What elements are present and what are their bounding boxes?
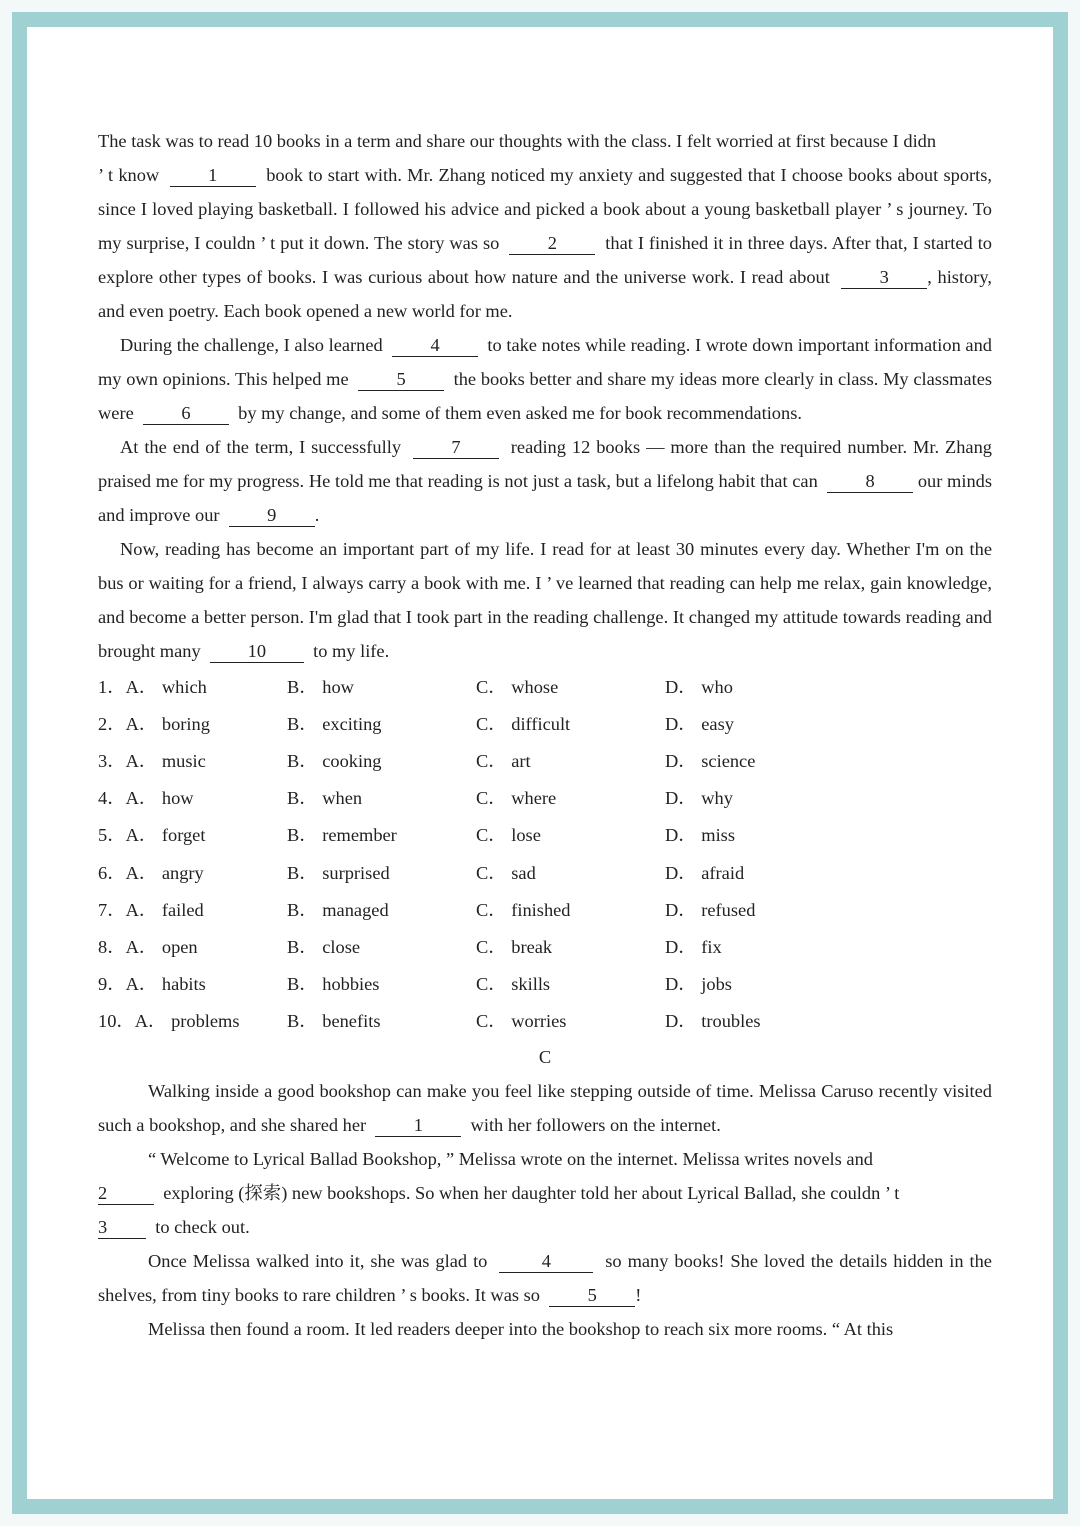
option-a: 10．A． problems: [98, 1011, 240, 1032]
blank-1: 1: [170, 164, 256, 187]
option-b: B． when: [287, 788, 363, 809]
blank-4: 4: [499, 1250, 593, 1273]
blank-2: 2: [509, 232, 595, 255]
option-row: [98, 705, 992, 742]
blank-3: 3: [98, 1216, 146, 1239]
passage-c-paragraph-3: [98, 1244, 992, 1312]
blank-2: 2: [98, 1182, 154, 1205]
passage-b-paragraph-3: [98, 430, 992, 532]
blank-8: 8: [827, 470, 913, 493]
text: Walking inside a good bookshop can make you feel like stepping outside of time. Melissa Caruso recently visited such a bookshop, and she shared her: [98, 1080, 992, 1135]
option-row: [98, 817, 992, 854]
option-row: [98, 668, 992, 705]
option-a: 7．A． failed: [98, 899, 204, 920]
option-b: B． surprised: [287, 862, 390, 883]
text: , history, and even poetry. Each book opened a new world for me.: [98, 267, 992, 321]
option-b: B． managed: [287, 899, 389, 920]
option-a: 3．A． music: [98, 750, 206, 771]
blank-5: 5: [549, 1284, 635, 1307]
text: During the challenge, I also learned: [120, 335, 383, 355]
text: Melissa then found a room. It led readers deeper into the bookshop to reach six more rooms. “ At this: [148, 1318, 894, 1339]
blank-5: 5: [358, 368, 444, 391]
blank-7: 7: [413, 436, 499, 459]
text: .: [314, 505, 320, 525]
blank-4: 4: [392, 334, 478, 357]
text: to my life.: [313, 641, 390, 661]
option-d: D． who: [665, 676, 733, 697]
option-row: [98, 780, 992, 817]
option-c: C． whose: [476, 676, 559, 697]
option-d: D． jobs: [665, 974, 732, 995]
text: reading 12 books — more than the required number. Mr. Zhang praised me for my progress. He told me that reading is not just a task, but a lifelong habit that can: [98, 437, 992, 491]
option-a: 2．A． boring: [98, 713, 210, 734]
option-b: B． exciting: [287, 713, 382, 734]
option-b: B． remember: [287, 825, 397, 846]
section-heading: C: [538, 1046, 552, 1067]
text: our minds and improve our: [98, 471, 992, 525]
option-d: D． miss: [665, 825, 735, 846]
option-b: B． how: [287, 676, 354, 697]
text: by my change, and some of them even asked me for book recommendations.: [238, 403, 802, 423]
option-b: B． hobbies: [287, 974, 380, 995]
text: At the end of the term, I successfully: [120, 437, 402, 457]
option-c: C． finished: [476, 899, 571, 920]
passage-b-paragraph-1: [98, 124, 992, 328]
option-c: C． difficult: [476, 713, 571, 734]
passage-b-paragraph-2: [98, 328, 992, 430]
passage-c-paragraph-2: [98, 1142, 992, 1244]
text: to take notes while reading. I wrote down important information and my own opinions. This helped me: [98, 335, 992, 389]
text: ’ t know: [98, 165, 160, 185]
option-row: [98, 891, 992, 928]
option-d: D． troubles: [665, 1011, 761, 1032]
text: the books better and share my ideas more clearly in class. My classmates were: [98, 369, 993, 423]
option-c: C． break: [476, 936, 553, 957]
option-c: C． worries: [476, 1011, 567, 1032]
option-c: C． art: [476, 750, 531, 771]
text: book to start with. Mr. Zhang noticed my anxiety and suggested that I choose books about sports, since I loved playing basketball. I followed his advice and picked a book about a young basketball player ’ s journey. To my surprise, I couldn ’ t put it down. The story was so: [98, 165, 993, 253]
option-a: 1．A． which: [98, 676, 207, 697]
blank-1: 1: [375, 1114, 461, 1137]
option-b: B． close: [287, 936, 361, 957]
blank-6: 6: [143, 402, 229, 425]
option-c: C． where: [476, 788, 557, 809]
option-d: D． science: [665, 750, 756, 771]
option-row: [98, 1003, 992, 1040]
text: !: [635, 1284, 642, 1305]
text: Once Melissa walked into it, she was glad to: [148, 1250, 488, 1271]
option-c: C． sad: [476, 862, 536, 883]
option-d: D． afraid: [665, 862, 745, 883]
option-c: C． lose: [476, 825, 541, 846]
blank-3: 3: [841, 266, 927, 289]
option-a: 6．A． angry: [98, 862, 204, 883]
worksheet-content: [98, 124, 992, 1346]
option-row: [98, 966, 992, 1003]
option-d: D． easy: [665, 713, 734, 734]
text: “ Welcome to Lyrical Ballad Bookshop, ” Melissa wrote on the internet. Melissa writes novels and: [148, 1148, 873, 1169]
passage-c-paragraph-1: [98, 1074, 992, 1142]
blank-10: 10: [210, 640, 304, 663]
option-a: 5．A． forget: [98, 825, 206, 846]
option-d: D． fix: [665, 936, 722, 957]
text: The task was to read 10 books in a term and share our thoughts with the class. I felt worried at first because I didn: [98, 131, 937, 151]
answer-options: [98, 668, 992, 1040]
passage-c-paragraph-4: [98, 1312, 992, 1346]
option-a: 9．A． habits: [98, 974, 206, 995]
option-c: C． skills: [476, 974, 551, 995]
blank-9: 9: [229, 504, 315, 527]
text: exploring (探索) new bookshops. So when her daughter told her about Lyrical Ballad, she couldn ’ t: [163, 1182, 900, 1203]
option-a: 4．A． how: [98, 788, 194, 809]
option-a: 8．A． open: [98, 936, 198, 957]
option-b: B． benefits: [287, 1011, 381, 1032]
text: to check out.: [155, 1216, 250, 1237]
text: so many books! She loved the details hidden in the shelves, from tiny books to rare children ’ s books. It was so: [98, 1250, 992, 1305]
passage-b-paragraph-4: [98, 532, 992, 668]
option-row: [98, 742, 992, 779]
option-b: B． cooking: [287, 750, 382, 771]
text: with her followers on the internet.: [470, 1114, 721, 1135]
text: that I finished it in three days. After that, I started to explore other types of books. I was curious about how nature and the universe work. I read about: [98, 233, 993, 287]
option-row: [98, 928, 992, 965]
option-row: [98, 854, 992, 891]
text: Now, reading has become an important part of my life. I read for at least 30 minutes every day. Whether I'm on the bus or waiting for a friend, I always carry a book with me. I ’ ve learned that reading can help me relax, gain knowledge, and become a better person. I'm glad that I took part in the reading challenge. It changed my attitude towards reading and brought many: [98, 539, 992, 661]
option-d: D． why: [665, 788, 733, 809]
option-d: D． refused: [665, 899, 756, 920]
